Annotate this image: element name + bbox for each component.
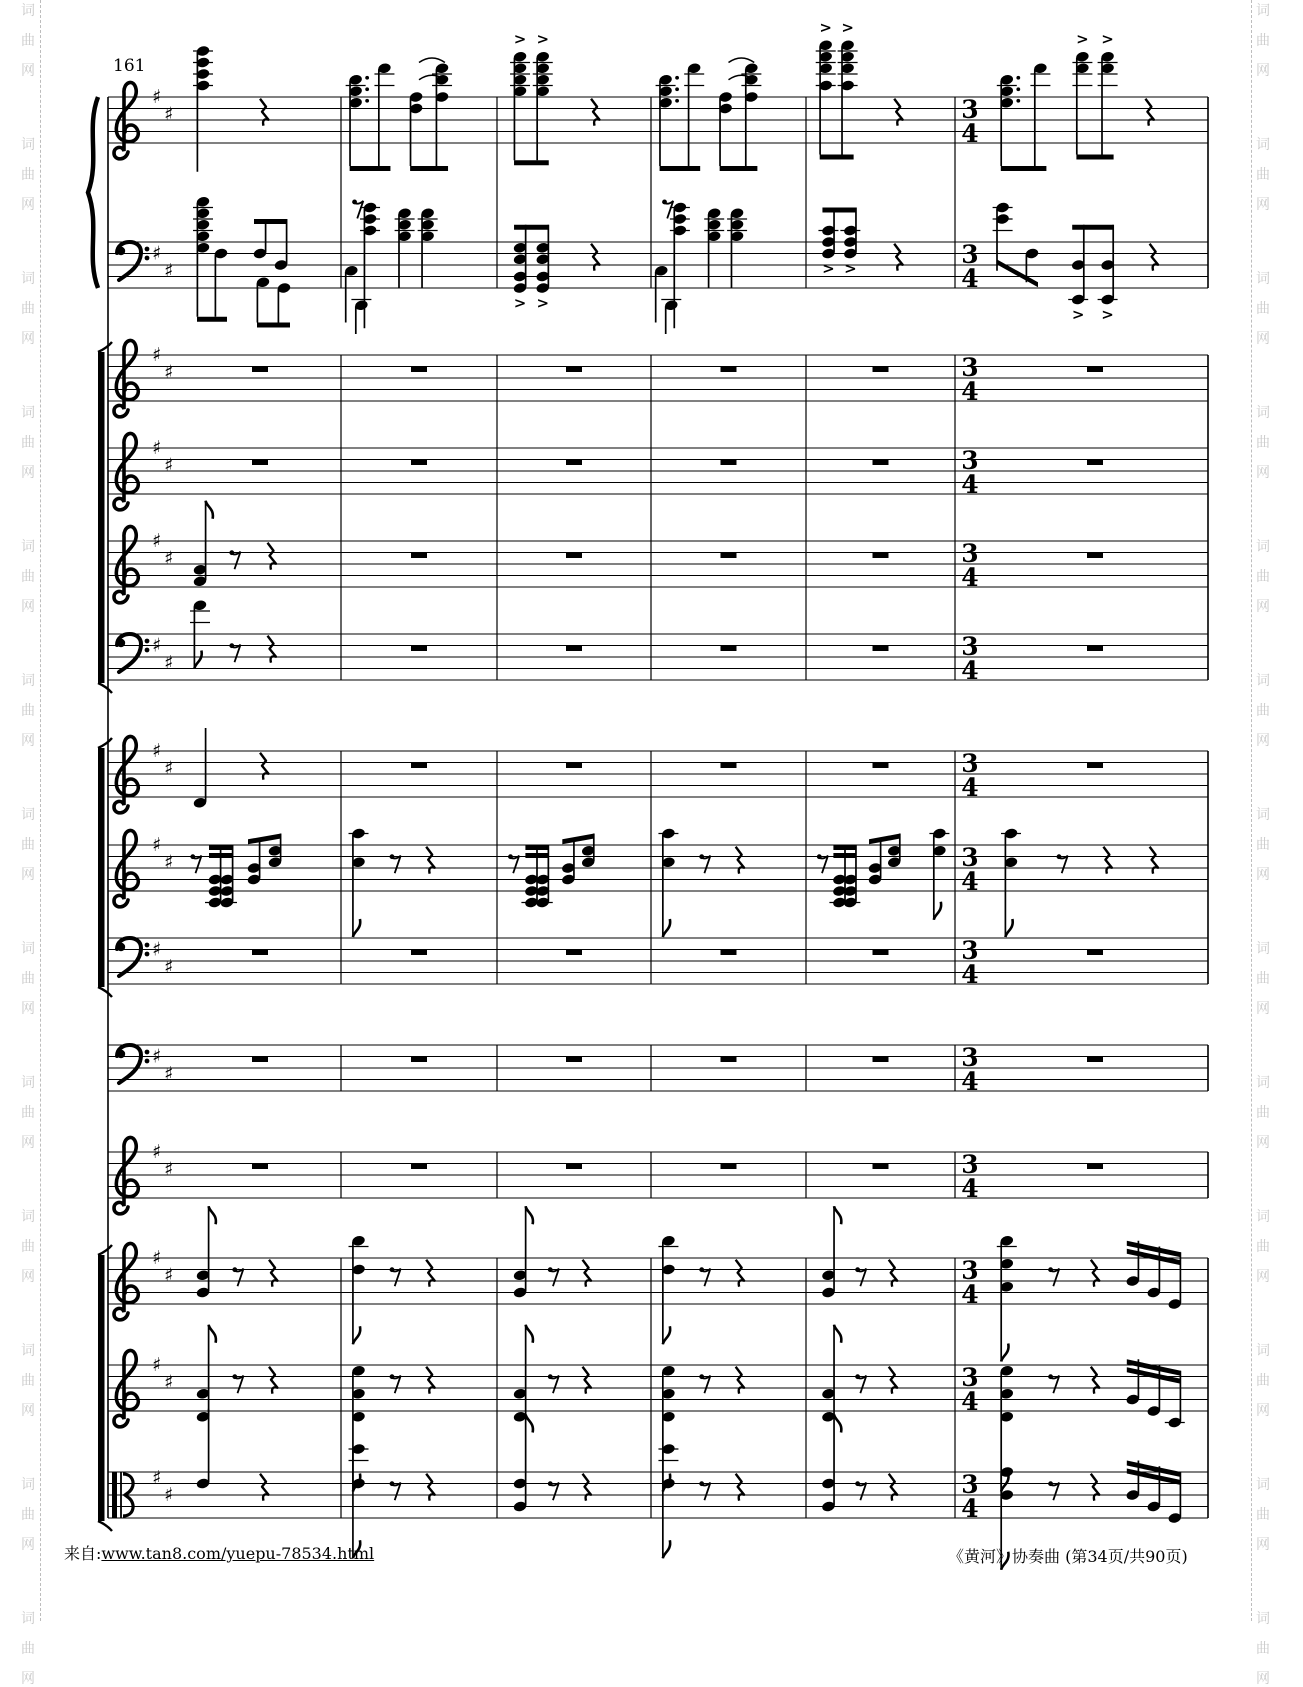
watermark-text: 词 <box>21 1611 35 1627</box>
watermark-text: 曲 <box>21 1373 35 1389</box>
watermark-text: 词 <box>1256 1209 1270 1225</box>
watermark-text: 网 <box>21 1001 35 1017</box>
svg-text:>: > <box>822 259 835 278</box>
watermark-text: 词 <box>1256 807 1270 823</box>
staff-12-treble <box>108 1206 1208 1361</box>
watermark-text: 词 <box>1256 941 1270 957</box>
staff-3-treble <box>108 340 1208 416</box>
time-signature-denominator: 4 <box>961 1280 979 1309</box>
watermark-text: 曲 <box>21 971 35 987</box>
key-signature-sharp: ♯ <box>164 955 174 978</box>
watermark-text: 词 <box>1256 271 1270 287</box>
key-signature-sharp: ♯ <box>164 454 174 477</box>
watermark-text: 网 <box>21 331 35 347</box>
key-signature-sharp: ♯ <box>152 344 162 366</box>
time-signature-numerator: 3 <box>961 749 979 778</box>
key-signature-sharp: ♯ <box>164 361 174 384</box>
key-signature-sharp: ♯ <box>152 1045 162 1068</box>
watermark-text: 网 <box>21 1269 35 1285</box>
staff-5-treble <box>108 501 1208 603</box>
key-signature-sharp: ♯ <box>152 740 162 762</box>
footer-source-url[interactable]: www.tan8.com/yuepu-78534.html <box>101 1544 375 1563</box>
watermark-text: 曲 <box>1256 1641 1270 1657</box>
watermark-text: 曲 <box>1256 1239 1270 1255</box>
watermark-text: 曲 <box>1256 837 1270 853</box>
watermark-text: 词 <box>21 1343 35 1359</box>
svg-text:>: > <box>819 18 832 37</box>
staff-10-bass <box>108 1043 1208 1096</box>
time-signature-denominator: 4 <box>961 1387 979 1416</box>
watermark-text: 网 <box>1256 465 1270 481</box>
time-signature-denominator: 4 <box>961 1067 979 1096</box>
key-signature-sharp: ♯ <box>164 1371 174 1394</box>
time-signature-numerator: 3 <box>961 1150 979 1179</box>
key-signature-sharp: ♯ <box>152 86 162 108</box>
watermark-text: 曲 <box>1256 301 1270 317</box>
key-signature-sharp: ♯ <box>152 437 162 459</box>
time-signature-numerator: 3 <box>961 632 979 661</box>
watermark-text: 词 <box>21 539 35 555</box>
svg-text:>: > <box>1101 305 1114 324</box>
watermark-text: 曲 <box>21 33 35 49</box>
staff-1-treble <box>108 18 1208 172</box>
staff-13-treble <box>108 1325 1208 1492</box>
key-signature-sharp: ♯ <box>164 103 174 126</box>
watermark-text: 网 <box>1256 1269 1270 1285</box>
key-signature-sharp: ♯ <box>152 1247 162 1269</box>
time-signature-denominator: 4 <box>961 867 979 896</box>
footer-source-prefix: 来自: <box>64 1544 102 1563</box>
watermark-text: 曲 <box>1256 167 1270 183</box>
staff-7-treble <box>108 728 1208 813</box>
key-signature-sharp: ♯ <box>152 530 162 552</box>
time-signature-denominator: 4 <box>961 656 979 685</box>
time-signature-denominator: 4 <box>961 960 979 989</box>
watermark-text: 曲 <box>21 703 35 719</box>
watermark-text: 网 <box>1256 1001 1270 1017</box>
watermark-text: 曲 <box>1256 1507 1270 1523</box>
time-signature-denominator: 4 <box>961 264 979 293</box>
time-signature-numerator: 3 <box>961 353 979 382</box>
key-signature-sharp: ♯ <box>152 242 162 265</box>
staff-11-treble <box>108 1137 1208 1213</box>
watermark-text: 词 <box>1256 1611 1270 1627</box>
svg-text:>: > <box>1076 29 1089 48</box>
watermark-text: 曲 <box>1256 569 1270 585</box>
time-signature-denominator: 4 <box>961 1494 979 1523</box>
key-signature-sharp: ♯ <box>164 1484 174 1506</box>
watermark-text: 网 <box>21 1135 35 1151</box>
watermark-text: 网 <box>1256 197 1270 213</box>
svg-text:>: > <box>536 294 550 312</box>
watermark-text: 曲 <box>1256 1105 1270 1121</box>
time-signature-numerator: 3 <box>961 1363 979 1392</box>
key-signature-sharp: ♯ <box>164 851 174 874</box>
watermark-text: 曲 <box>1256 1373 1270 1389</box>
watermark-text: 网 <box>1256 1671 1270 1687</box>
time-signature-denominator: 4 <box>961 377 979 406</box>
watermark-text: 曲 <box>21 1641 35 1657</box>
time-signature-denominator: 4 <box>961 1174 979 1203</box>
piano-brace <box>88 97 98 288</box>
svg-text:>: > <box>844 259 857 278</box>
watermark-text: 网 <box>21 465 35 481</box>
footer-title-page-info: 《黄河》协奏曲 (第34页/共90页) <box>948 1547 1188 1566</box>
key-signature-sharp: ♯ <box>164 1158 174 1181</box>
staff-8-treble <box>108 827 1208 937</box>
watermark-text: 网 <box>1256 733 1270 749</box>
time-signature-numerator: 3 <box>961 1256 979 1285</box>
svg-text:>: > <box>841 18 854 37</box>
key-signature-sharp: ♯ <box>152 1354 162 1376</box>
time-signature-numerator: 3 <box>961 1470 979 1499</box>
watermark-text: 曲 <box>1256 971 1270 987</box>
watermark-text: 曲 <box>1256 703 1270 719</box>
watermark-text: 网 <box>1256 63 1270 79</box>
watermark-text: 词 <box>21 1209 35 1225</box>
watermark-text: 网 <box>21 867 35 883</box>
group-bracket <box>98 352 105 683</box>
watermark-text: 曲 <box>21 1105 35 1121</box>
watermark-text: 曲 <box>21 569 35 585</box>
key-signature-sharp: ♯ <box>164 757 174 780</box>
group-bracket <box>98 1255 105 1521</box>
watermark-text: 网 <box>1256 1135 1270 1151</box>
staff-2-bass <box>108 196 1208 334</box>
watermark-text: 曲 <box>21 435 35 451</box>
watermark-text: 词 <box>1256 3 1270 19</box>
staff-9-bass <box>108 936 1208 989</box>
time-signature-numerator: 3 <box>961 446 979 475</box>
watermark-text: 词 <box>21 807 35 823</box>
key-signature-sharp: ♯ <box>152 938 162 961</box>
watermark-text: 曲 <box>1256 33 1270 49</box>
barlines <box>88 97 1208 1531</box>
key-signature-sharp: ♯ <box>164 547 174 570</box>
watermark-text: 词 <box>1256 1075 1270 1091</box>
staff-4-treble <box>108 433 1208 509</box>
time-signature-numerator: 3 <box>961 1043 979 1072</box>
watermark-text: 词 <box>1256 539 1270 555</box>
watermark-text: 曲 <box>21 1507 35 1523</box>
watermark-text: 网 <box>21 1537 35 1553</box>
watermark-text: 词 <box>21 405 35 421</box>
watermark-text: 网 <box>21 63 35 79</box>
key-signature-sharp: ♯ <box>164 1062 174 1085</box>
time-signature-denominator: 4 <box>961 773 979 802</box>
key-signature-sharp: ♯ <box>164 259 174 282</box>
watermark-text: 网 <box>1256 599 1270 615</box>
watermark-text: 网 <box>21 1671 35 1687</box>
group-bracket <box>98 748 105 987</box>
watermark-text: 曲 <box>21 837 35 853</box>
svg-text:>: > <box>1071 305 1085 324</box>
footer-source-link[interactable] <box>64 1541 374 1564</box>
time-signature-denominator: 4 <box>961 119 979 148</box>
watermark-text: 网 <box>21 1403 35 1419</box>
key-signature-sharp: ♯ <box>152 1466 162 1489</box>
watermark-text: 词 <box>21 673 35 689</box>
watermark-text: 曲 <box>21 1239 35 1255</box>
key-signature-sharp: ♯ <box>164 1264 174 1287</box>
time-signature-numerator: 3 <box>961 936 979 965</box>
watermark-text: 网 <box>1256 1537 1270 1553</box>
time-signature-numerator: 3 <box>961 539 979 568</box>
watermark-text: 词 <box>1256 1477 1270 1493</box>
key-signature-sharp: ♯ <box>152 1141 162 1163</box>
watermark-text: 曲 <box>1256 435 1270 451</box>
time-signature-numerator: 3 <box>961 843 979 872</box>
svg-text:>: > <box>513 29 527 48</box>
watermark-text: 词 <box>21 271 35 287</box>
staff-6-bass <box>108 599 1208 685</box>
time-signature-denominator: 4 <box>961 563 979 592</box>
watermark-text: 词 <box>1256 1343 1270 1359</box>
watermark-text: 曲 <box>21 301 35 317</box>
watermark-text: 网 <box>21 599 35 615</box>
watermark-text: 词 <box>1256 137 1270 153</box>
svg-text:>: > <box>536 29 550 48</box>
time-signature-denominator: 4 <box>961 470 979 499</box>
watermark-text: 网 <box>21 197 35 213</box>
watermark-text: 曲 <box>21 167 35 183</box>
watermark-text: 网 <box>1256 331 1270 347</box>
key-signature-sharp: ♯ <box>164 651 174 674</box>
time-signature-numerator: 3 <box>961 95 979 124</box>
watermark-text: 网 <box>1256 867 1270 883</box>
watermark-text: 词 <box>21 941 35 957</box>
watermark-text: 词 <box>21 1075 35 1091</box>
measure-number: 161 <box>113 56 146 76</box>
svg-text:>: > <box>513 294 527 312</box>
key-signature-sharp: ♯ <box>152 634 162 657</box>
watermark-text: 词 <box>21 1477 35 1493</box>
svg-text:>: > <box>1101 29 1114 48</box>
watermark-text: 词 <box>1256 673 1270 689</box>
watermark-text: 网 <box>21 733 35 749</box>
time-signature-numerator: 3 <box>961 240 979 269</box>
watermark-text: 网 <box>1256 1403 1270 1419</box>
watermark-text: 词 <box>21 137 35 153</box>
watermark-text: 词 <box>1256 405 1270 421</box>
key-signature-sharp: ♯ <box>152 834 162 856</box>
watermark-text: 词 <box>21 3 35 19</box>
